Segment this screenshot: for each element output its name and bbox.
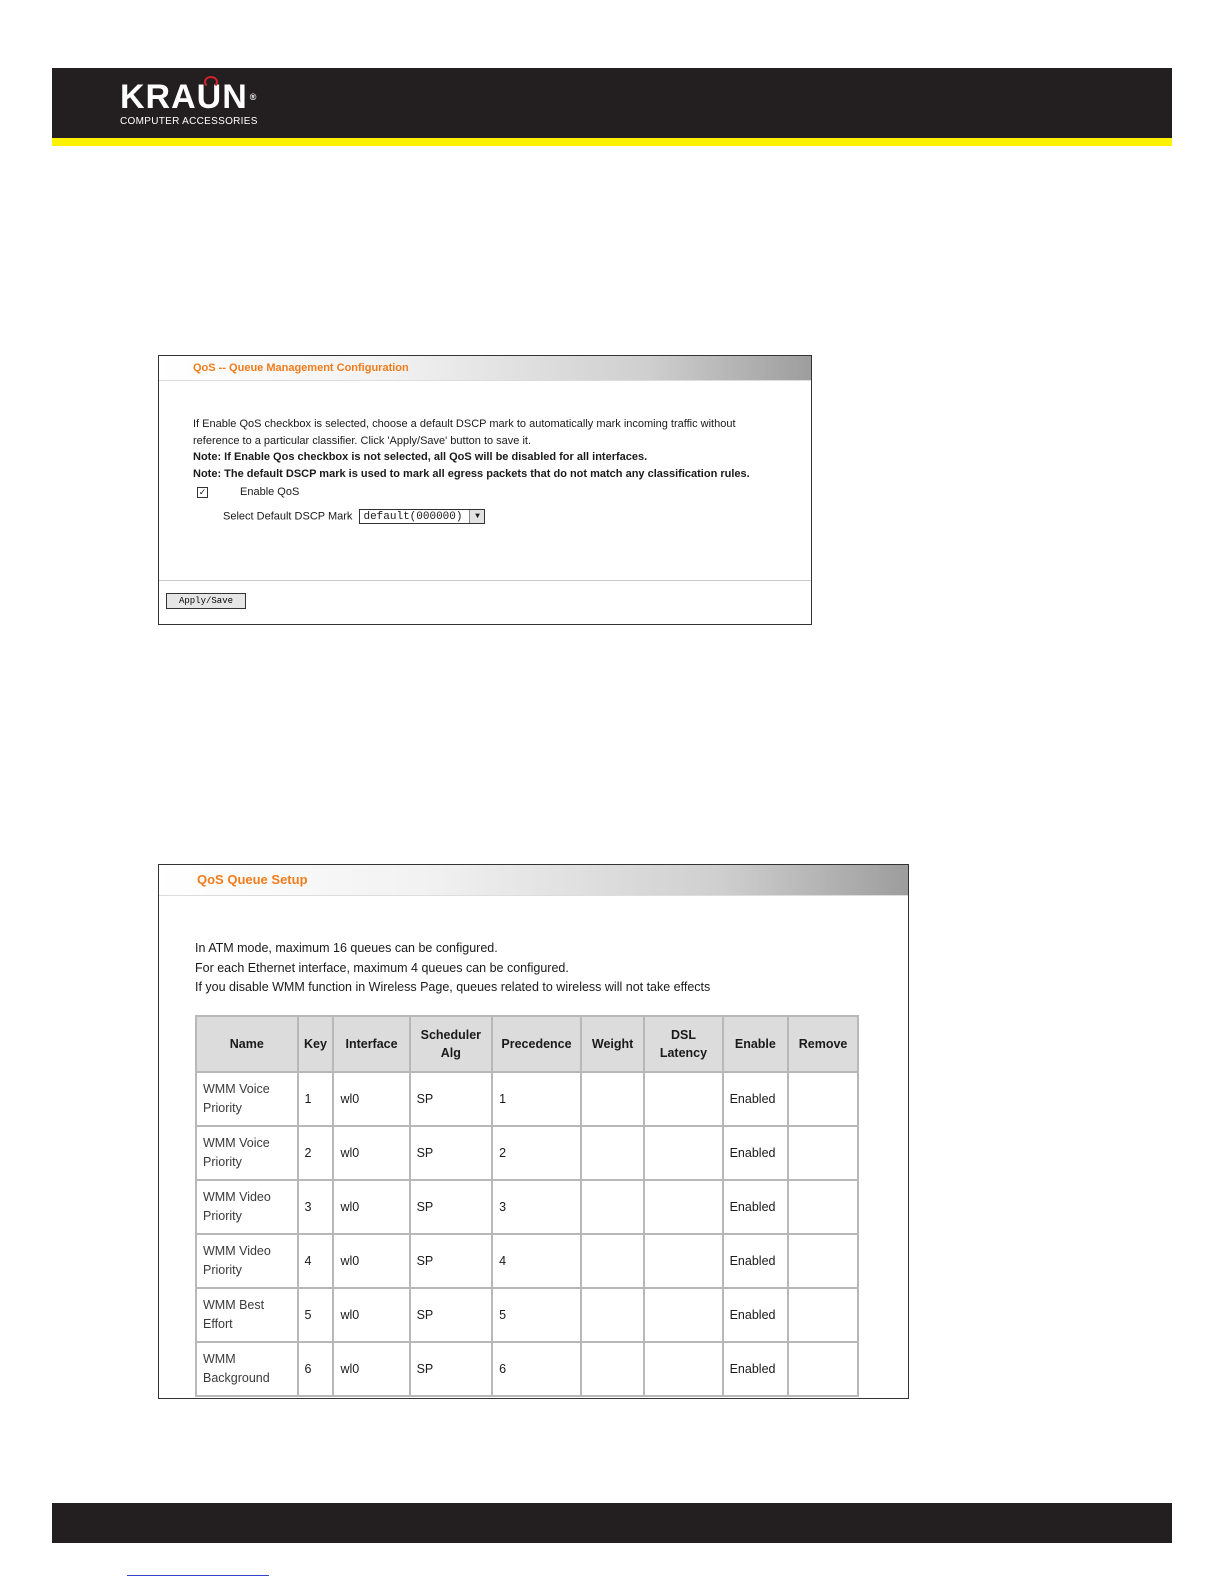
table-row: [196, 1342, 858, 1396]
cell-key: 2: [298, 1126, 334, 1180]
col-weight: Weight: [581, 1016, 644, 1072]
cell-weight: [581, 1072, 644, 1126]
queue-info-line-3: If you disable WMM function in Wireless Page, queues related to wireless will not take effects: [195, 980, 711, 994]
cell-precedence: 2: [492, 1126, 581, 1180]
queue-name-line-1: WMM Best: [203, 1298, 265, 1312]
cell-precedence: 4: [492, 1234, 581, 1288]
cell-weight: [581, 1180, 644, 1234]
queue-name-line-1: WMM: [203, 1352, 236, 1366]
col-scheduler-line-1: Scheduler: [420, 1028, 482, 1042]
cell-key: 4: [298, 1234, 334, 1288]
queue-name-line-1: WMM Voice: [203, 1082, 270, 1096]
cell-alg: SP: [410, 1126, 492, 1180]
cell-alg: SP: [410, 1288, 492, 1342]
table-row: [196, 1288, 858, 1342]
cell-precedence: 3: [492, 1180, 581, 1234]
col-remove: Remove: [788, 1016, 858, 1072]
intro-line-2: reference to a particular classifier. Click 'Apply/Save' button to save it.: [193, 434, 532, 447]
table-header-row: [196, 1016, 858, 1072]
cell-precedence: 5: [492, 1288, 581, 1342]
cell-interface: wl0: [333, 1126, 409, 1180]
brand-tagline: COMPUTER ACCESSORIES: [120, 116, 258, 127]
table-row: [196, 1072, 858, 1126]
cell-alg: SP: [410, 1234, 492, 1288]
cell-name: [196, 1072, 298, 1126]
queue-name-line-2: Priority: [203, 1263, 242, 1277]
cell-enable: Enabled: [723, 1072, 789, 1126]
divider: [159, 580, 811, 581]
queue-name-line-1: WMM Video: [203, 1244, 271, 1258]
cell-latency: [644, 1342, 722, 1396]
enable-qos-row: [197, 486, 299, 498]
qos-config-panel: [158, 355, 812, 625]
page-footer: [52, 1503, 1172, 1543]
cell-remove[interactable]: [788, 1342, 858, 1396]
cell-remove[interactable]: [788, 1180, 858, 1234]
cell-weight: [581, 1288, 644, 1342]
queue-setup-description: [195, 939, 710, 998]
col-interface: Interface: [333, 1016, 409, 1072]
cell-alg: SP: [410, 1072, 492, 1126]
col-key: Key: [298, 1016, 334, 1072]
dscp-mark-row: [223, 509, 485, 524]
col-scheduler-line-2: Alg: [440, 1046, 461, 1060]
col-dsl-line-2: Latency: [659, 1046, 708, 1060]
cell-key: 6: [298, 1342, 334, 1396]
cell-name: [196, 1342, 298, 1396]
dropdown-arrow-icon[interactable]: ▼: [469, 510, 484, 523]
table-row: [196, 1180, 858, 1234]
dscp-mark-value: default(000000): [363, 511, 463, 523]
cell-enable: Enabled: [723, 1126, 789, 1180]
queue-info-line-2: For each Ethernet interface, maximum 4 queues can be configured.: [195, 960, 569, 975]
brand-logo: [120, 80, 258, 127]
queue-name-line-2: Priority: [203, 1101, 242, 1115]
note-1: Note: If Enable Qos checkbox is not selected, all QoS will be disabled for all interfaces.: [193, 451, 648, 463]
cell-remove[interactable]: [788, 1234, 858, 1288]
queue-setup-title: QoS Queue Setup: [159, 865, 908, 896]
queue-setup-panel: [158, 864, 909, 1399]
enable-qos-checkbox[interactable]: ✓: [198, 486, 207, 497]
note-2: Note: The default DSCP mark is used to mark all egress packets that do not match any classification rules.: [193, 467, 750, 480]
cell-key: 1: [298, 1072, 334, 1126]
cell-name: [196, 1126, 298, 1180]
cell-latency: [644, 1126, 722, 1180]
cell-latency: [644, 1072, 722, 1126]
queue-name-line-1: WMM Video: [203, 1190, 271, 1204]
queue-name-line-2: Effort: [203, 1317, 233, 1331]
cell-precedence: 1: [492, 1072, 581, 1126]
queue-name-line-2: Priority: [203, 1209, 242, 1223]
footer-link-underline[interactable]: [127, 1575, 269, 1576]
col-precedence: Precedence: [492, 1016, 581, 1072]
cell-enable: Enabled: [723, 1234, 789, 1288]
dscp-mark-label: Select Default DSCP Mark: [223, 510, 353, 523]
cell-alg: SP: [410, 1180, 492, 1234]
cell-latency: [644, 1288, 722, 1342]
cell-interface: wl0: [333, 1234, 409, 1288]
cell-enable: Enabled: [723, 1288, 789, 1342]
intro-line-1: If Enable QoS checkbox is selected, choose a default DSCP mark to automatically mark incoming traffic without: [193, 418, 736, 430]
col-scheduler-alg: [410, 1016, 492, 1072]
enable-qos-label: Enable QoS: [240, 486, 300, 498]
col-dsl-latency: [644, 1016, 722, 1072]
col-enable: Enable: [723, 1016, 789, 1072]
cell-name: [196, 1288, 298, 1342]
page-header: [52, 68, 1172, 146]
dscp-mark-select[interactable]: [359, 509, 485, 524]
cell-alg: SP: [410, 1342, 492, 1396]
cell-enable: Enabled: [723, 1180, 789, 1234]
cell-name: [196, 1234, 298, 1288]
logo-swirl-icon: [204, 76, 218, 88]
cell-precedence: 6: [492, 1342, 581, 1396]
qos-config-title: QoS -- Queue Management Configuration: [159, 356, 811, 381]
col-name: Name: [196, 1016, 298, 1072]
cell-name: [196, 1180, 298, 1234]
cell-interface: wl0: [333, 1180, 409, 1234]
cell-key: 5: [298, 1288, 334, 1342]
queue-name-line-2: Background: [203, 1371, 270, 1385]
table-row: [196, 1126, 858, 1180]
queue-name-line-1: WMM Voice: [203, 1136, 270, 1150]
queue-name-line-2: Priority: [203, 1155, 242, 1169]
queue-table: [195, 1015, 859, 1397]
cell-remove[interactable]: [788, 1288, 858, 1342]
cell-weight: [581, 1234, 644, 1288]
cell-latency: [644, 1234, 722, 1288]
cell-enable: Enabled: [723, 1342, 789, 1396]
apply-save-button[interactable]: Apply/Save: [166, 593, 246, 609]
brand-name: KRAUN: [120, 78, 248, 116]
queue-info-line-1: In ATM mode, maximum 16 queues can be configured.: [195, 941, 498, 955]
table-row: [196, 1234, 858, 1288]
cell-interface: wl0: [333, 1342, 409, 1396]
cell-interface: wl0: [333, 1072, 409, 1126]
cell-remove[interactable]: [788, 1072, 858, 1126]
cell-interface: wl0: [333, 1288, 409, 1342]
col-dsl-line-1: DSL: [670, 1028, 696, 1042]
qos-config-description: [193, 416, 793, 482]
cell-weight: [581, 1342, 644, 1396]
cell-key: 3: [298, 1180, 334, 1234]
cell-latency: [644, 1180, 722, 1234]
registered-mark: ®: [249, 92, 258, 102]
cell-remove[interactable]: [788, 1126, 858, 1180]
cell-weight: [581, 1126, 644, 1180]
